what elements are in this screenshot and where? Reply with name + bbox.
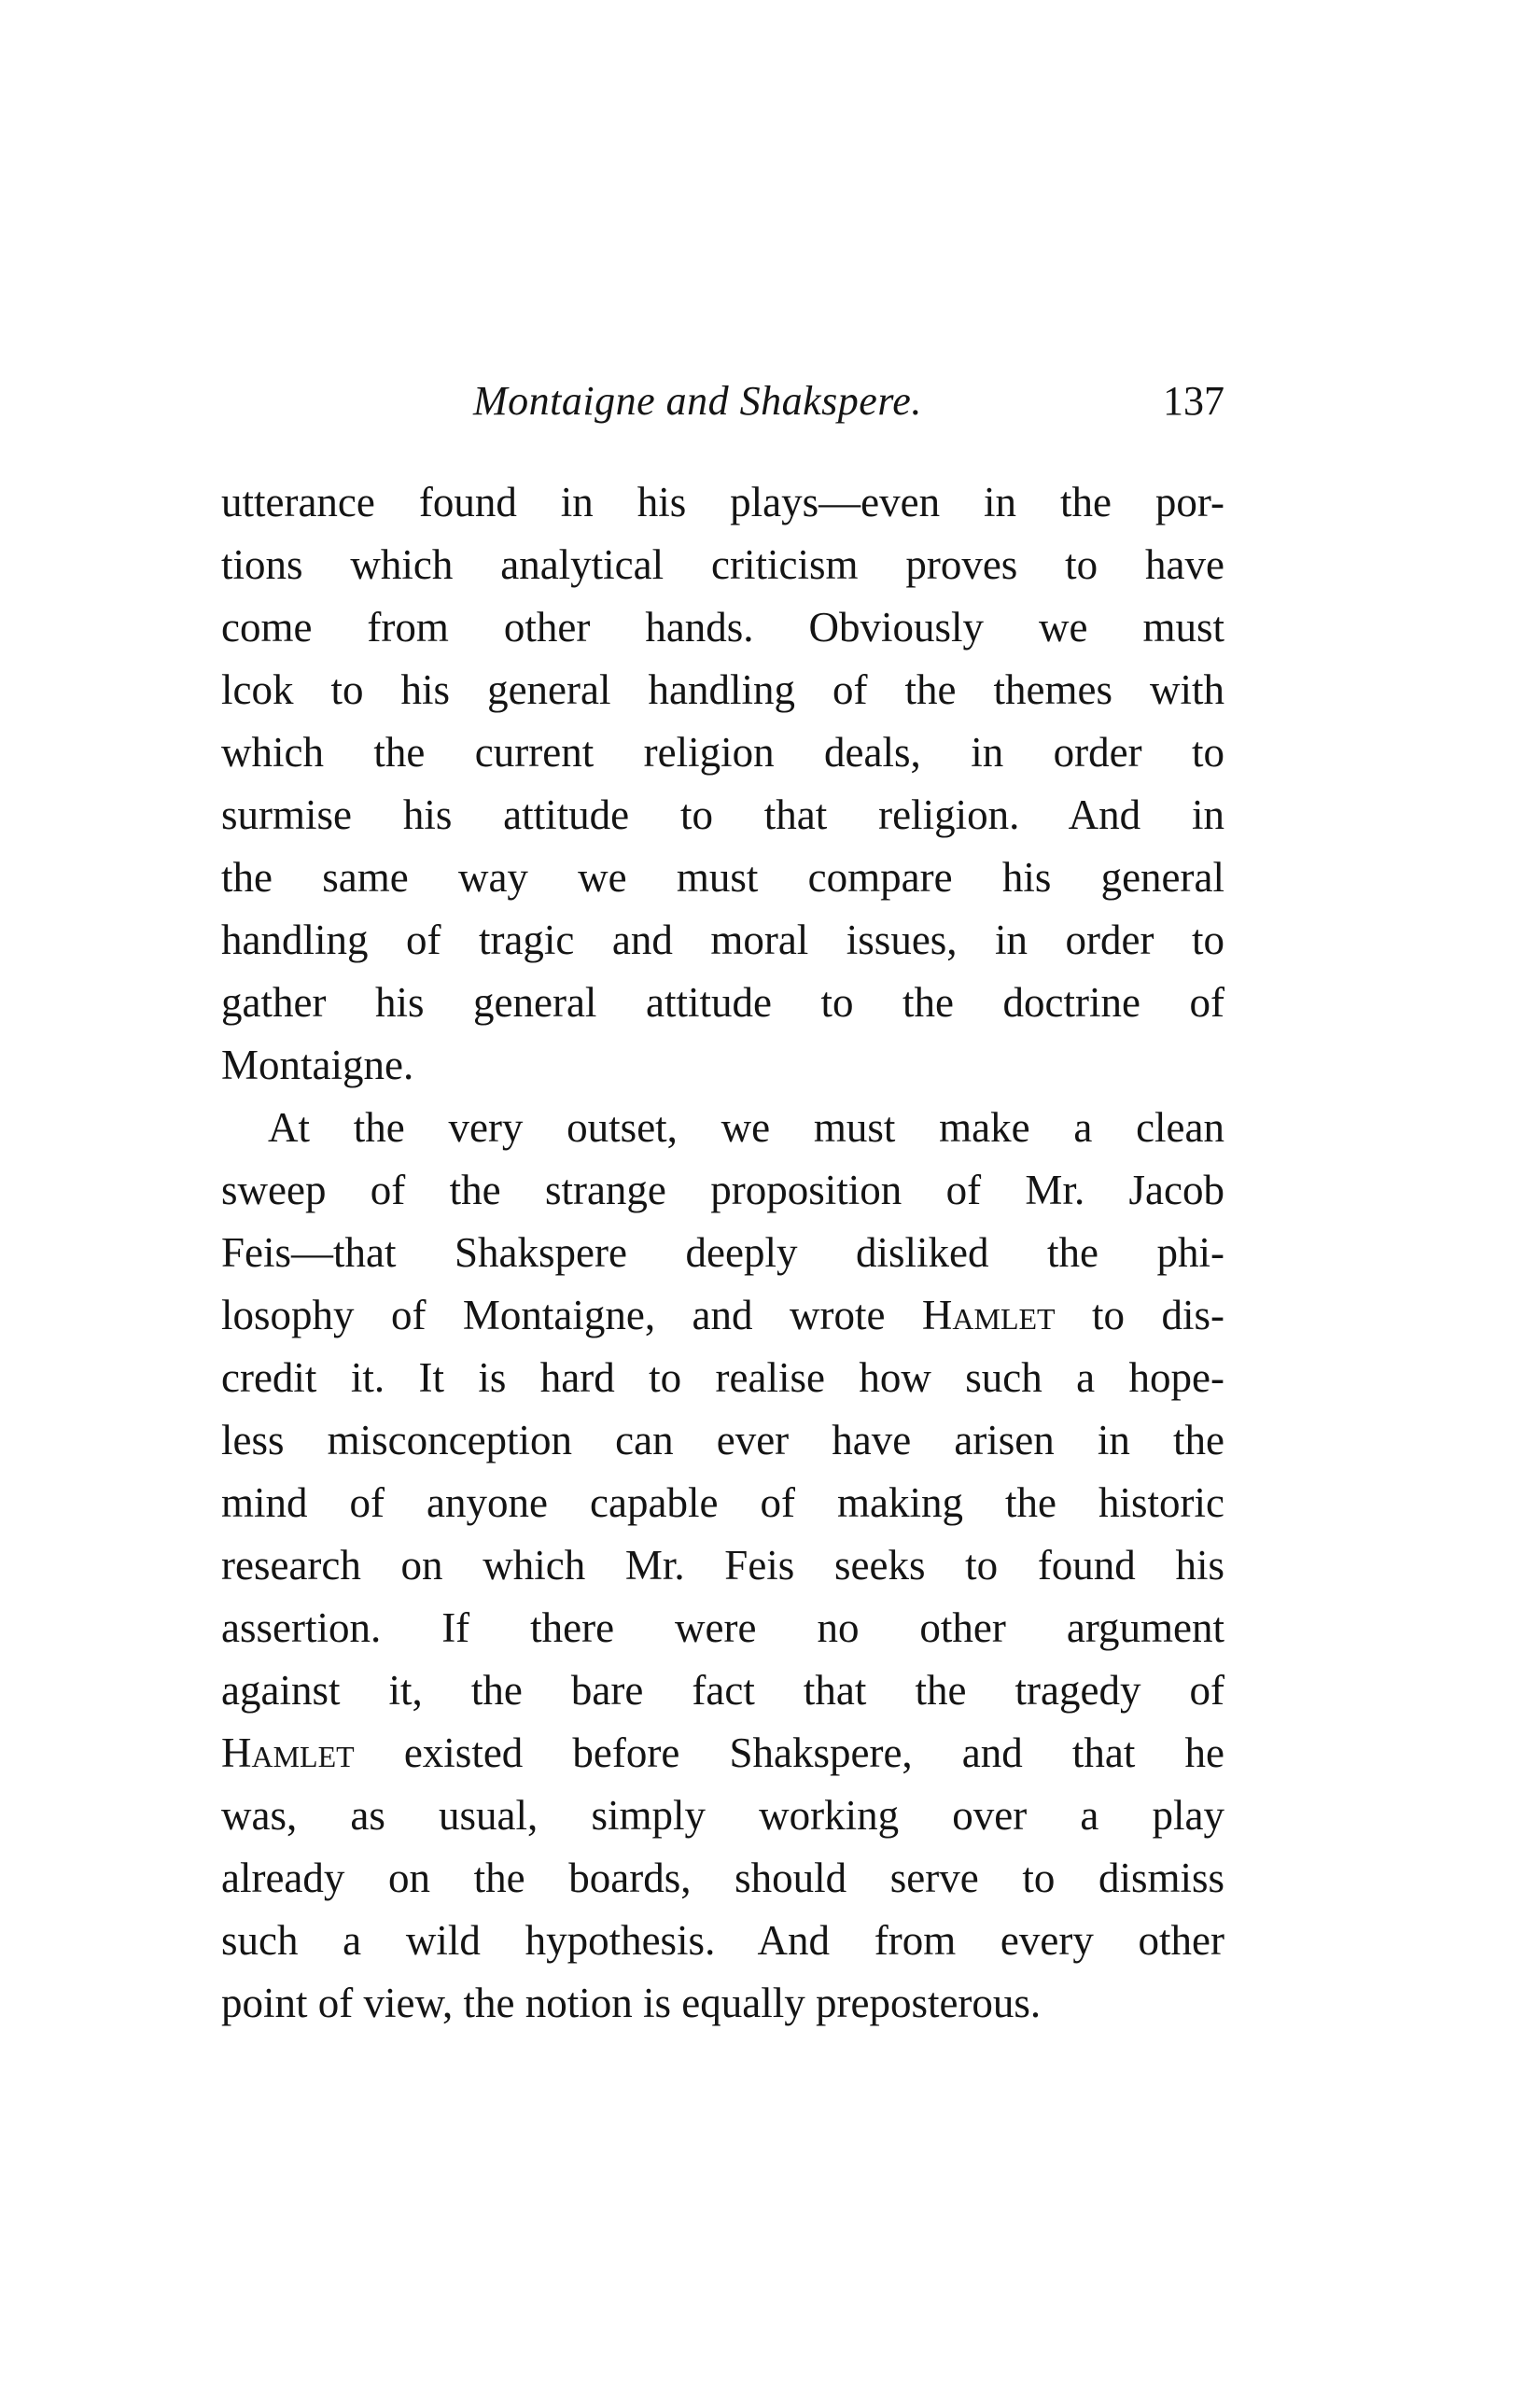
text-line: assertion. If there were no other argument: [221, 1604, 1224, 1651]
text-line: the same way we must compare his general: [221, 854, 1224, 901]
text-line: Montaigne.: [221, 1042, 414, 1088]
text-line: gather his general attitude to the doctrine of: [221, 979, 1224, 1026]
text-line-with-title: Hamlet existed before Shakspere, and that he: [221, 1729, 1224, 1776]
text-line: less misconception can ever have arisen in the: [221, 1417, 1224, 1463]
text-line: which the current religion deals, in order to: [221, 729, 1224, 776]
text-line: credit it. It is hard to realise how such a hope-: [221, 1354, 1224, 1401]
text-line: Feis—that Shakspere deeply disliked the phi-: [221, 1229, 1224, 1276]
text-line: surmise his attitude to that religion. And in: [221, 791, 1224, 838]
text-line: come from other hands. Obviously we must: [221, 604, 1224, 651]
text-line: At the very outset, we must make a clean: [268, 1104, 1224, 1151]
body-text: [221, 471, 1224, 2035]
text-line: was, as usual, simply working over a play: [221, 1792, 1224, 1839]
play-title: Hamlet: [221, 1729, 355, 1776]
text-line: utterance found in his plays—even in the por-: [221, 479, 1224, 525]
text-line: already on the boards, should serve to dismiss: [221, 1855, 1224, 1901]
text-line: tions which analytical criticism proves to have: [221, 541, 1224, 588]
text-line: such a wild hypothesis. And from every other: [221, 1917, 1224, 1964]
text-line: against it, the bare fact that the tragedy of: [221, 1667, 1224, 1714]
page-header: [221, 373, 1224, 429]
play-title: Hamlet: [921, 1292, 1056, 1338]
text-line: mind of anyone capable of making the historic: [221, 1479, 1224, 1526]
text-line: sweep of the strange proposition of Mr. Jacob: [221, 1167, 1224, 1213]
text-line-with-title: losophy of Montaigne, and wrote Hamlet to dis-: [221, 1292, 1224, 1338]
running-title: Montaigne and Shakspere.: [473, 378, 922, 424]
text-line: research on which Mr. Feis seeks to found his: [221, 1542, 1224, 1589]
text-line: handling of tragic and moral issues, in order to: [221, 917, 1224, 963]
page-number: 137: [1163, 378, 1224, 424]
text-line: lcok to his general handling of the themes with: [221, 666, 1224, 713]
text-line: point of view, the notion is equally preposterous.: [221, 1980, 1042, 2026]
